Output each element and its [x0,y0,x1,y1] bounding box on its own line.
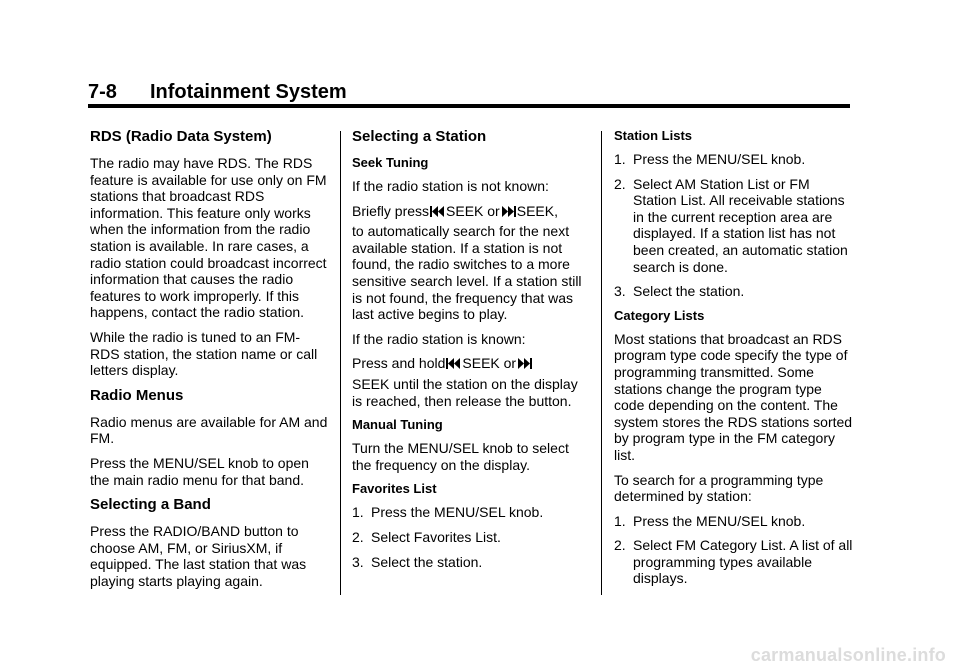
rds-paragraph-1: The radio may have RDS. The RDS feature is available for use only on FM stations that broadcast RDS information. This feature only works when the information from the radio station is available. In rare cases, a radio station could broadcast incorrect information that causes the radio features to work improperly. If this happens, contact the radio station. [90,155,327,321]
column-2 [352,128,590,578]
seek-p2-text-a: Briefly press [352,202,430,219]
column-divider-left [340,131,341,595]
seek-paragraph-3: to automatically search for the next available station. If a station is not found, the radio switches to a more sensitive search level. If a station still is not found, the frequency that was last active begins to play. [352,223,582,323]
station-lists-heading: Station Lists [614,128,693,143]
seek-paragraph-1: If the radio station is not known: [352,178,549,194]
column-1 [90,128,328,597]
manual-tuning-paragraph: Turn the MENU/SEL knob to select the frequency on the display. [352,440,569,473]
category-paragraph-1: Most stations that broadcast an RDS program type code specify the type of programming transmitted. Some stations change the program type code depending on the content. The system stores the RDS stations sorted by program type in the FM category list. [614,330,853,463]
section-title: Infotainment System [150,81,347,103]
column-3 [614,128,854,595]
radio-menus-heading: Radio Menus [90,386,184,404]
selecting-station-heading: Selecting a Station [352,128,487,145]
rds-paragraph-2: While the radio is tuned to an FM-RDS station, the station name or call letters display. [90,328,318,379]
favorites-list-heading: Favorites List [352,481,437,497]
seek-p5-text-b: SEEK or [462,355,517,372]
seek-paragraph-4: If the radio station is known: [352,330,526,347]
list-item: 1. Press the MENU/SEL knob. [614,151,806,167]
station-lists-steps [614,151,854,300]
list-item: 2. Select AM Station List or FM Station List. All receivable stations in the current reception area are displayed. If a station list has not been created, an automatic station search is done. [614,175,848,275]
seek-p2-text-c: SEEK, [516,202,558,219]
seek-tuning-heading: Seek Tuning [352,155,429,170]
seek-paragraph-6: SEEK until the station on the display is reached, then release the button. [352,375,578,409]
selecting-band-paragraph: Press the RADIO/BAND button to choose AM, FM, or SiriusXM, if equipped. The last station that was playing starts playing again. [90,523,307,589]
list-item: 1. Press the MENU/SEL knob. [614,512,806,529]
seek-back-icon [446,358,461,369]
category-steps [614,513,854,587]
watermark-text: carmanualsonline.info [750,645,946,665]
list-item: 3. Select the station. [614,283,745,300]
radio-menus-paragraph-1: Radio menus are available for AM and FM. [90,413,328,447]
radio-menus-paragraph-2: Press the MENU/SEL knob to open the main radio menu for that band. [90,454,309,488]
rds-heading: RDS (Radio Data System) [90,128,272,145]
list-item: 1. Press the MENU/SEL knob. [352,504,544,521]
list-item: 3. Select the station. [352,553,483,570]
manual-tuning-heading: Manual Tuning [352,417,443,433]
list-item: 2. Select FM Category List. A list of all programming types available displays. [614,537,853,587]
seek-p5-text-a: Press and hold [352,355,446,372]
seek-p2-text-b: SEEK or [446,202,500,219]
seek-forward-icon [501,206,516,217]
header-rule [88,104,850,108]
seek-back-icon [430,206,445,217]
seek-paragraph-2 [352,203,590,220]
seek-paragraph-5 [352,355,590,372]
page-number: 7-8 [88,81,117,103]
seek-forward-icon [517,358,532,369]
category-lists-heading: Category Lists [614,307,705,323]
category-paragraph-2: To search for a programming type determined by station: [614,471,824,505]
list-item: 2. Select Favorites List. [352,528,501,545]
column-divider-right [601,131,602,595]
selecting-band-heading: Selecting a Band [90,496,211,514]
favorites-steps [352,504,590,570]
